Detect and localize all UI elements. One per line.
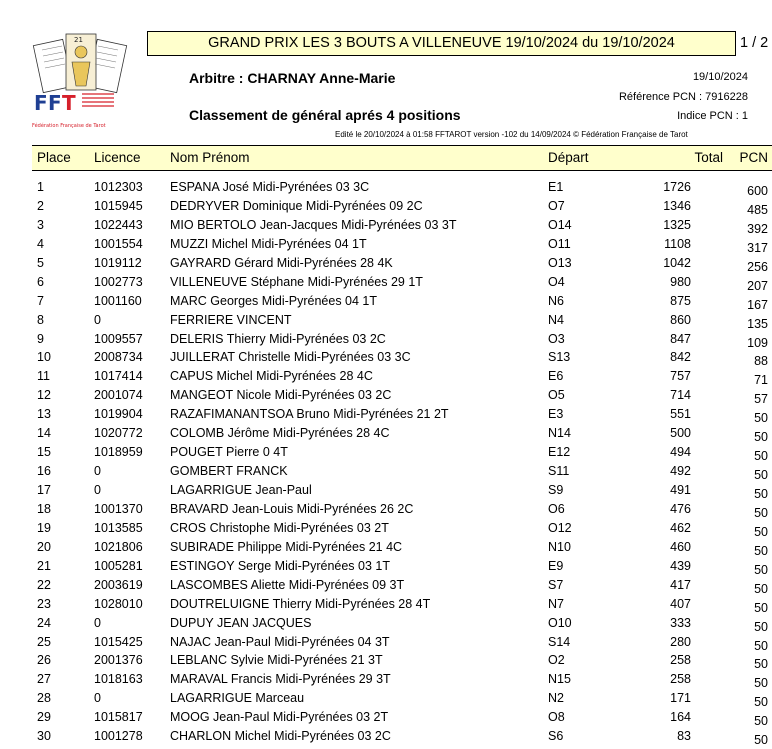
row-licence: 1005281: [94, 558, 143, 573]
row-nom: GOMBERT FRANCK: [170, 464, 288, 479]
row-licence: 1019112: [94, 255, 142, 270]
row-total: 875: [670, 293, 691, 308]
row-pcn: 50: [754, 619, 768, 634]
row-total: 491: [670, 483, 691, 497]
column-header-pcn: PCN: [739, 150, 768, 165]
row-licence: 1021806: [94, 539, 143, 554]
table-row: [0, 689, 772, 708]
row-nom: JUILLERAT Christelle Midi-Pyrénées 03 3C: [170, 350, 411, 365]
column-header-depart: Départ: [548, 150, 589, 165]
row-depart: O6: [548, 501, 565, 516]
row-place: 19: [37, 520, 51, 535]
row-depart: E6: [548, 369, 564, 384]
row-depart: S9: [548, 483, 564, 497]
column-header-nom: Nom Prénom: [170, 150, 250, 165]
row-licence: 1015945: [94, 198, 143, 213]
row-nom: MUZZI Michel Midi-Pyrénées 04 1T: [170, 236, 367, 251]
table-row: [0, 576, 772, 595]
row-nom: SUBIRADE Philippe Midi-Pyrénées 21 4C: [170, 539, 403, 554]
row-total: 280: [670, 634, 691, 649]
row-licence: 0: [94, 464, 101, 479]
row-depart: S14: [548, 634, 571, 649]
row-depart: E12: [548, 445, 571, 460]
row-nom: DELERIS Thierry Midi-Pyrénées 03 2C: [170, 331, 386, 346]
table-row: [0, 311, 772, 330]
table-row: [0, 273, 772, 292]
svg-text:F: F: [34, 91, 48, 115]
row-depart: O12: [548, 520, 572, 535]
row-pcn: 50: [754, 733, 768, 748]
ranking-table: [0, 178, 772, 746]
table-row: [0, 197, 772, 216]
row-depart: N2: [548, 691, 564, 706]
row-total: 847: [670, 331, 691, 346]
row-pcn: 50: [754, 430, 768, 445]
row-depart: O7: [548, 198, 565, 213]
row-depart: E3: [548, 407, 564, 422]
row-pcn: 50: [754, 468, 768, 483]
row-depart: S6: [548, 729, 564, 744]
table-row: [0, 519, 772, 538]
row-nom: ESPANA José Midi-Pyrénées 03 3C: [170, 180, 370, 194]
row-depart: S7: [548, 577, 564, 592]
row-place: 9: [37, 331, 44, 346]
row-place: 6: [37, 274, 44, 289]
row-total: 439: [670, 558, 691, 573]
row-pcn: 600: [747, 184, 768, 198]
row-depart: O8: [548, 710, 565, 725]
row-depart: O13: [548, 255, 572, 270]
row-licence: 1013585: [94, 520, 143, 535]
row-nom: DOUTRELUIGNE Thierry Midi-Pyrénées 28 4T: [170, 596, 431, 611]
row-nom: MARC Georges Midi-Pyrénées 04 1T: [170, 293, 378, 308]
indice-pcn: Indice PCN : 1: [677, 110, 748, 122]
row-nom: LAGARRIGUE Marceau: [170, 691, 305, 706]
row-place: 30: [37, 729, 51, 744]
row-depart: O5: [548, 388, 565, 403]
row-nom: MARAVAL Francis Midi-Pyrénées 29 3T: [170, 672, 391, 687]
table-row: [0, 651, 772, 670]
row-pcn: 50: [754, 714, 768, 729]
row-nom: VILLENEUVE Stéphane Midi-Pyrénées 29 1T: [170, 274, 423, 289]
row-licence: 1018163: [94, 672, 143, 687]
row-nom: MOOG Jean-Paul Midi-Pyrénées 03 2T: [170, 710, 389, 725]
row-total: 1346: [663, 198, 691, 213]
row-place: 2: [37, 198, 44, 213]
table-row: [0, 708, 772, 727]
row-place: 23: [37, 596, 51, 611]
row-depart: O11: [548, 236, 571, 251]
row-pcn: 50: [754, 600, 768, 615]
row-licence: 1028010: [94, 596, 143, 611]
row-place: 8: [37, 312, 44, 327]
row-place: 18: [37, 501, 51, 516]
row-total: 1108: [664, 236, 691, 251]
row-nom: LEBLANC Sylvie Midi-Pyrénées 21 3T: [170, 653, 383, 668]
row-pcn: 50: [754, 581, 768, 596]
row-licence: 2001074: [94, 388, 143, 403]
row-total: 860: [670, 312, 691, 327]
row-pcn: 71: [754, 373, 768, 388]
row-pcn: 50: [754, 524, 768, 539]
svg-text:T: T: [62, 91, 76, 115]
row-place: 13: [37, 407, 51, 422]
row-total: 714: [670, 388, 691, 403]
row-licence: 1022443: [94, 217, 143, 232]
row-total: 492: [670, 464, 691, 479]
row-licence: 1012303: [94, 180, 143, 194]
row-total: 258: [670, 653, 691, 668]
row-total: 842: [670, 350, 691, 365]
row-depart: E9: [548, 558, 564, 573]
row-pcn: 50: [754, 411, 768, 426]
page-number: 1 / 2: [740, 35, 769, 51]
row-depart: E1: [548, 180, 564, 194]
row-nom: ESTINGOY Serge Midi-Pyrénées 03 1T: [170, 558, 390, 573]
row-licence: 2001376: [94, 653, 143, 668]
row-licence: 2008734: [94, 350, 143, 365]
row-pcn: 256: [747, 259, 768, 274]
row-total: 258: [670, 672, 691, 687]
table-row: [0, 348, 772, 367]
row-place: 15: [37, 445, 51, 460]
table-row: [0, 424, 772, 443]
row-total: 1726: [663, 180, 691, 194]
row-pcn: 485: [747, 202, 768, 217]
row-total: 500: [670, 426, 691, 441]
row-total: 171: [670, 691, 691, 706]
table-row: [0, 178, 772, 197]
row-depart: N6: [548, 293, 564, 308]
row-total: 476: [670, 501, 691, 516]
column-header-place: Place: [37, 150, 71, 165]
row-pcn: 57: [754, 392, 768, 407]
table-row: [0, 254, 772, 273]
row-total: 980: [670, 274, 691, 289]
row-place: 7: [37, 293, 44, 308]
row-licence: 0: [94, 691, 101, 706]
row-licence: 1002773: [94, 274, 143, 289]
row-pcn: 50: [754, 562, 768, 577]
row-depart: S13: [548, 350, 571, 365]
row-place: 17: [37, 483, 51, 497]
table-row: [0, 330, 772, 349]
table-row: [0, 500, 772, 519]
row-total: 164: [670, 710, 691, 725]
tournament-title: GRAND PRIX LES 3 BOUTS A VILLENEUVE 19/10/2024 du 19/10/2024: [147, 31, 736, 56]
row-licence: 0: [94, 483, 101, 497]
row-total: 462: [670, 520, 691, 535]
row-place: 16: [37, 464, 51, 479]
row-licence: 1001160: [94, 293, 142, 308]
table-row: [0, 481, 772, 500]
table-row: [0, 292, 772, 311]
row-nom: LASCOMBES Aliette Midi-Pyrénées 09 3T: [170, 577, 405, 592]
row-pcn: 50: [754, 676, 768, 691]
row-place: 3: [37, 217, 44, 232]
table-row: [0, 235, 772, 254]
row-pcn: 50: [754, 657, 768, 672]
column-header-licence: Licence: [94, 150, 141, 165]
row-depart: N7: [548, 596, 564, 611]
table-row: [0, 462, 772, 481]
row-total: 407: [670, 596, 691, 611]
classement-label: Classement de général aprés 4 positions: [189, 107, 461, 123]
row-pcn: 50: [754, 449, 768, 464]
row-nom: FERRIERE VINCENT: [170, 312, 292, 327]
row-place: 11: [37, 369, 50, 384]
row-pcn: 392: [747, 221, 768, 236]
arbitre-label: Arbitre : CHARNAY Anne-Marie: [189, 70, 396, 86]
row-nom: CAPUS Michel Midi-Pyrénées 28 4C: [170, 369, 373, 384]
row-depart: O14: [548, 217, 572, 232]
row-total: 494: [670, 445, 691, 460]
table-row: [0, 367, 772, 386]
row-place: 21: [37, 558, 51, 573]
row-pcn: 109: [747, 335, 768, 350]
row-licence: 1020772: [94, 426, 143, 441]
row-licence: 2003619: [94, 577, 143, 592]
row-nom: RAZAFIMANANTSOA Bruno Midi-Pyrénées 21 2T: [170, 407, 449, 422]
tarot-cards-icon: [30, 30, 130, 132]
table-row: [0, 216, 772, 235]
row-depart: N14: [548, 426, 571, 441]
row-nom: NAJAC Jean-Paul Midi-Pyrénées 04 3T: [170, 634, 390, 649]
fft-logo: [30, 30, 130, 132]
row-licence: 1001554: [94, 236, 143, 251]
svg-text:F: F: [48, 91, 62, 115]
row-licence: 1018959: [94, 445, 143, 460]
row-licence: 1015817: [94, 710, 143, 725]
report-date: 19/10/2024: [692, 71, 748, 83]
table-header: [32, 145, 772, 171]
row-pcn: 207: [747, 278, 768, 293]
row-licence: 0: [94, 312, 101, 327]
reference-pcn: Référence PCN : 7916228: [618, 91, 748, 103]
row-depart: S11: [548, 464, 570, 479]
table-row: [0, 538, 772, 557]
table-row: [0, 595, 772, 614]
row-pcn: 50: [754, 487, 768, 501]
row-licence: 1019904: [94, 407, 143, 422]
svg-text:21: 21: [74, 36, 83, 44]
row-nom: CROS Christophe Midi-Pyrénées 03 2T: [170, 520, 389, 535]
table-row: [0, 386, 772, 405]
row-place: 27: [37, 672, 51, 687]
row-nom: MANGEOT Nicole Midi-Pyrénées 03 2C: [170, 388, 392, 403]
row-total: 417: [670, 577, 691, 592]
row-depart: O3: [548, 331, 565, 346]
row-licence: 1001370: [94, 501, 143, 516]
row-place: 22: [37, 577, 51, 592]
row-total: 551: [670, 407, 691, 422]
row-pcn: 50: [754, 695, 768, 710]
table-row: [0, 670, 772, 689]
row-licence: 1015425: [94, 634, 143, 649]
row-licence: 0: [94, 615, 101, 630]
row-nom: LAGARRIGUE Jean-Paul: [170, 483, 312, 497]
row-place: 14: [37, 426, 51, 441]
row-depart: O2: [548, 653, 565, 668]
row-place: 12: [37, 388, 51, 403]
row-depart: N10: [548, 539, 571, 554]
row-place: 20: [37, 539, 51, 554]
svg-text:Fédération Française de Tarot: Fédération Française de Tarot: [32, 123, 106, 129]
table-row: [0, 727, 772, 746]
row-pcn: 50: [754, 505, 768, 520]
row-nom: COLOMB Jérôme Midi-Pyrénées 28 4C: [170, 426, 390, 441]
row-nom: POUGET Pierre 0 4T: [170, 445, 288, 460]
row-total: 1325: [663, 217, 691, 232]
row-place: 4: [37, 236, 44, 251]
row-place: 26: [37, 653, 51, 668]
table-row: [0, 633, 772, 652]
row-licence: 1009557: [94, 331, 143, 346]
row-place: 25: [37, 634, 51, 649]
row-nom: MIO BERTOLO Jean-Jacques Midi-Pyrénées 03 3T: [170, 217, 457, 232]
edit-line: Edité le 20/10/2024 à 01:58 FFTAROT version -102 du 14/09/2024 © Fédération Française de Tarot: [335, 130, 688, 139]
row-total: 333: [670, 615, 691, 630]
row-pcn: 50: [754, 543, 768, 558]
row-depart: N15: [548, 672, 571, 687]
row-place: 29: [37, 710, 51, 725]
row-nom: GAYRARD Gérard Midi-Pyrénées 28 4K: [170, 255, 393, 270]
row-depart: N4: [548, 312, 564, 327]
row-pcn: 135: [747, 316, 768, 331]
table-row: [0, 443, 772, 462]
row-pcn: 50: [754, 638, 768, 653]
row-place: 5: [37, 255, 44, 270]
row-place: 1: [37, 180, 44, 194]
row-pcn: 317: [747, 240, 768, 255]
row-pcn: 167: [747, 297, 768, 312]
row-licence: 1017414: [94, 369, 143, 384]
row-nom: BRAVARD Jean-Louis Midi-Pyrénées 26 2C: [170, 501, 414, 516]
row-total: 460: [670, 539, 691, 554]
row-licence: 1001278: [94, 729, 143, 744]
row-place: 28: [37, 691, 51, 706]
row-pcn: 88: [754, 354, 768, 369]
row-nom: CHARLON Michel Midi-Pyrénées 03 2C: [170, 729, 391, 744]
row-total: 1042: [663, 255, 691, 270]
row-depart: O4: [548, 274, 565, 289]
row-depart: O10: [548, 615, 572, 630]
table-row: [0, 405, 772, 424]
row-total: 757: [670, 369, 691, 384]
table-row: [0, 614, 772, 633]
column-header-total: Total: [694, 150, 723, 165]
row-place: 10: [37, 350, 51, 365]
row-total: 83: [677, 729, 691, 744]
row-nom: DEDRYVER Dominique Midi-Pyrénées 09 2C: [170, 198, 423, 213]
row-nom: DUPUY JEAN JACQUES: [170, 615, 312, 630]
row-place: 24: [37, 615, 51, 630]
table-row: [0, 557, 772, 576]
